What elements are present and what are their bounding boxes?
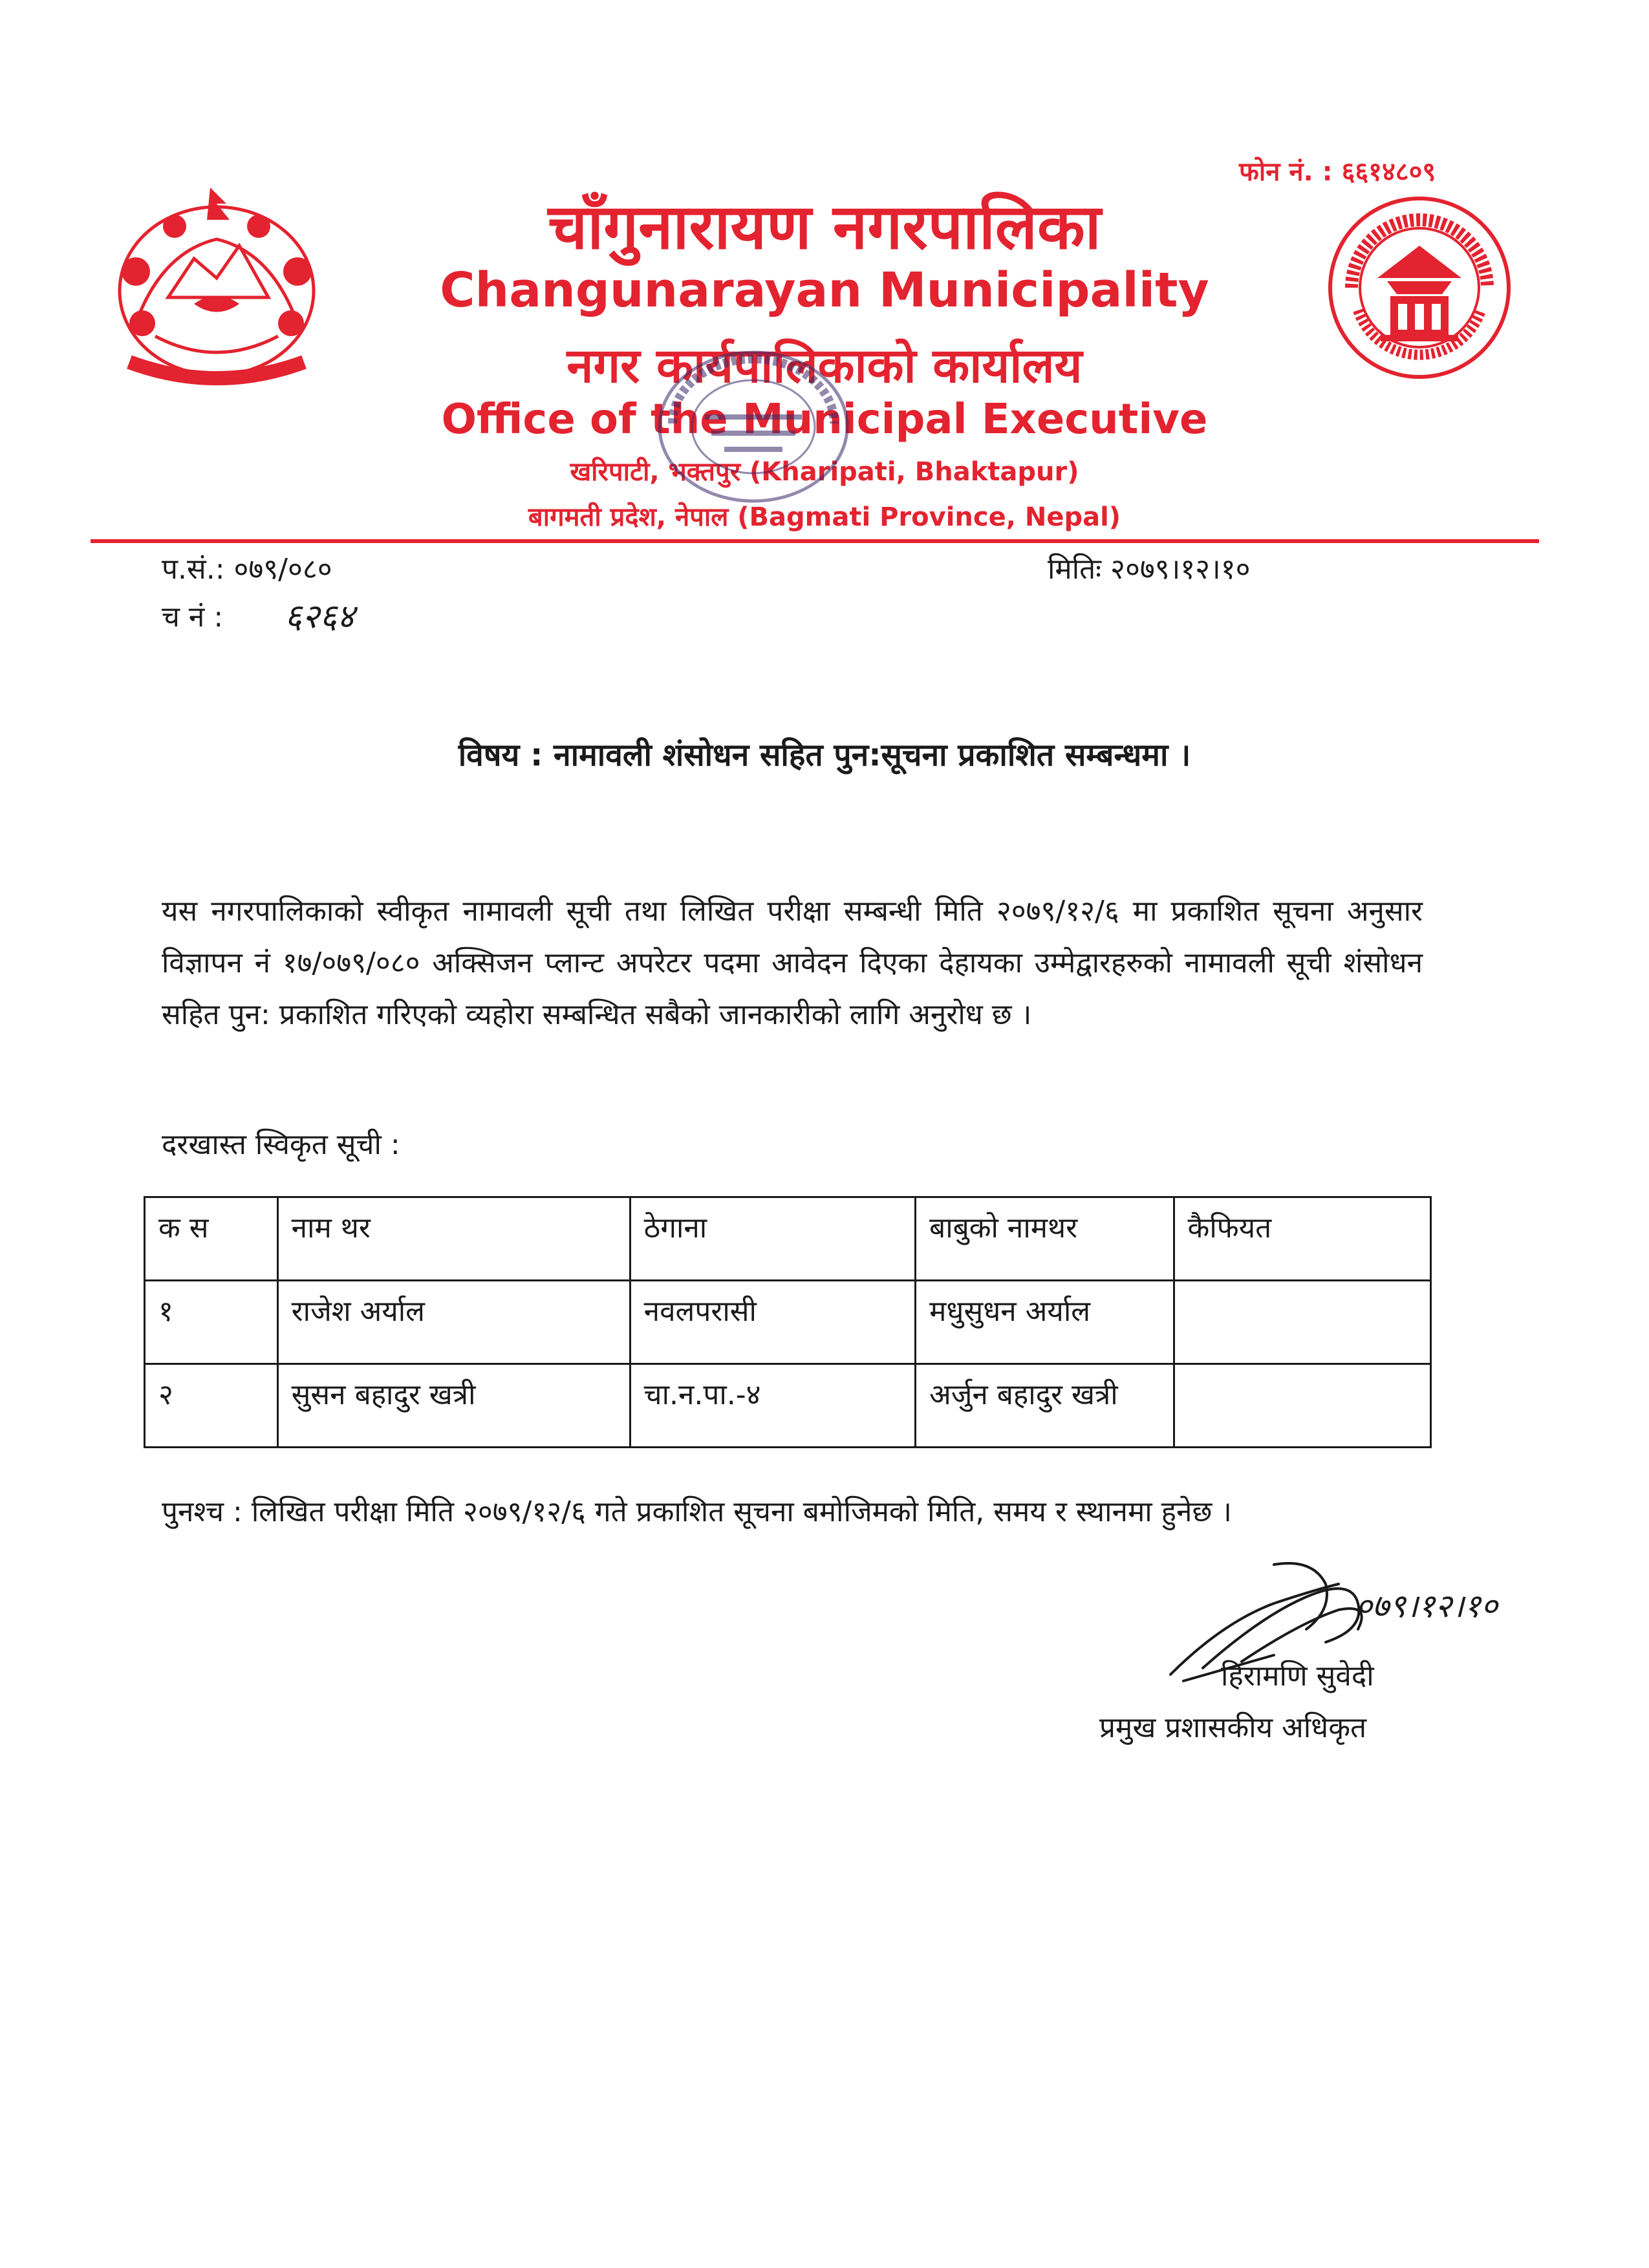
municipality-name-english: Changunarayan Municipality: [440, 262, 1209, 318]
cell-father-name: मधुसुधन अर्याल: [916, 1281, 1174, 1364]
signatory-title: प्रमुख प्रशासकीय अधिकृत: [1099, 1711, 1367, 1744]
cell-father-name: अर्जुन बहादुर खत्री: [916, 1364, 1174, 1448]
cell-address: चा.न.पा.-४: [630, 1364, 915, 1448]
header-remarks: कैफियत: [1174, 1197, 1430, 1281]
office-round-stamp-icon: [653, 346, 854, 508]
cell-name: राजेश अर्याल: [277, 1281, 630, 1364]
postscript: पुनश्च : लिखित परीक्षा मिति २०७९/१२/६ गते प्रकाशित सूचना बमोजिमको मिति, समय र स्थानमा हुनेछ ।: [162, 1495, 1232, 1528]
reference-number: प.सं.: ०७९/०८०: [162, 553, 332, 586]
cell-remarks: [1174, 1364, 1430, 1448]
municipality-name-nepali: चाँगुनारायण नगरपालिका: [548, 191, 1101, 263]
table-row: [145, 1281, 1431, 1364]
address-line-2: बागमती प्रदेश, नेपाल (Bagmati Province, Nepal): [528, 502, 1121, 532]
header-father-name: बाबुको नामथर: [916, 1197, 1174, 1281]
signatory-name: हिरामणि सुवेदी: [1221, 1660, 1374, 1693]
dispatch-number-label: च नं :: [162, 601, 224, 634]
subject-line: विषय : नामावली शंसोधन सहित पुन:सूचना प्रकाशित सम्बन्धमा ।: [458, 737, 1191, 773]
address-line-1: खरिपाटी, भक्तपुर (Kharipati, Bhaktapur): [570, 457, 1079, 487]
cell-serial: २: [145, 1364, 278, 1448]
cell-serial: १: [145, 1281, 278, 1364]
phone-number: फोन नं. : ६६१४८०९: [1239, 157, 1436, 187]
cell-address: नवलपरासी: [630, 1281, 915, 1364]
dispatch-number: ६२६४: [285, 597, 355, 636]
cell-remarks: [1174, 1281, 1430, 1364]
letter-date: मितिः २०७९।१२।१०: [1048, 553, 1251, 586]
signature-date: ०७९।१२।१०: [1355, 1587, 1498, 1625]
cell-name: सुसन बहादुर खत्री: [277, 1364, 630, 1448]
list-title: दरखास्त स्विकृत सूची :: [162, 1128, 400, 1161]
table-row: [145, 1364, 1431, 1448]
municipality-seal-icon: [1326, 194, 1513, 381]
table-header-row: [145, 1197, 1431, 1281]
candidate-list-table: [144, 1196, 1432, 1448]
body-paragraph: यस नगरपालिकाको स्वीकृत नामावली सूची तथा लिखित परीक्षा सम्बन्धी मिति २०७९/१२/६ मा प्रकाशित सूचना अनुसार विज्ञापन नं १७/०७९/०८० अक्सिजन प्लान्ट अपरेटर पदमा आवेदन दिएका देहायका उम्मेद्वारहरुको नामावली सूची शंसोधन सहित पुन: प्रकाशित गरिएको व्यहोरा सम्बन्धित सबैको जानकारीको लागि अनुरोध छ ।: [162, 895, 1423, 1031]
header-name: नाम थर: [277, 1197, 630, 1281]
header-serial: क स: [145, 1197, 278, 1281]
office-name-nepali: नगर कार्यपालिकाको कार्यालय: [566, 338, 1083, 394]
header-address: ठेगाना: [630, 1197, 915, 1281]
office-name-english: Office of the Municipal Executive: [441, 396, 1208, 444]
letterhead-divider: [91, 539, 1539, 543]
